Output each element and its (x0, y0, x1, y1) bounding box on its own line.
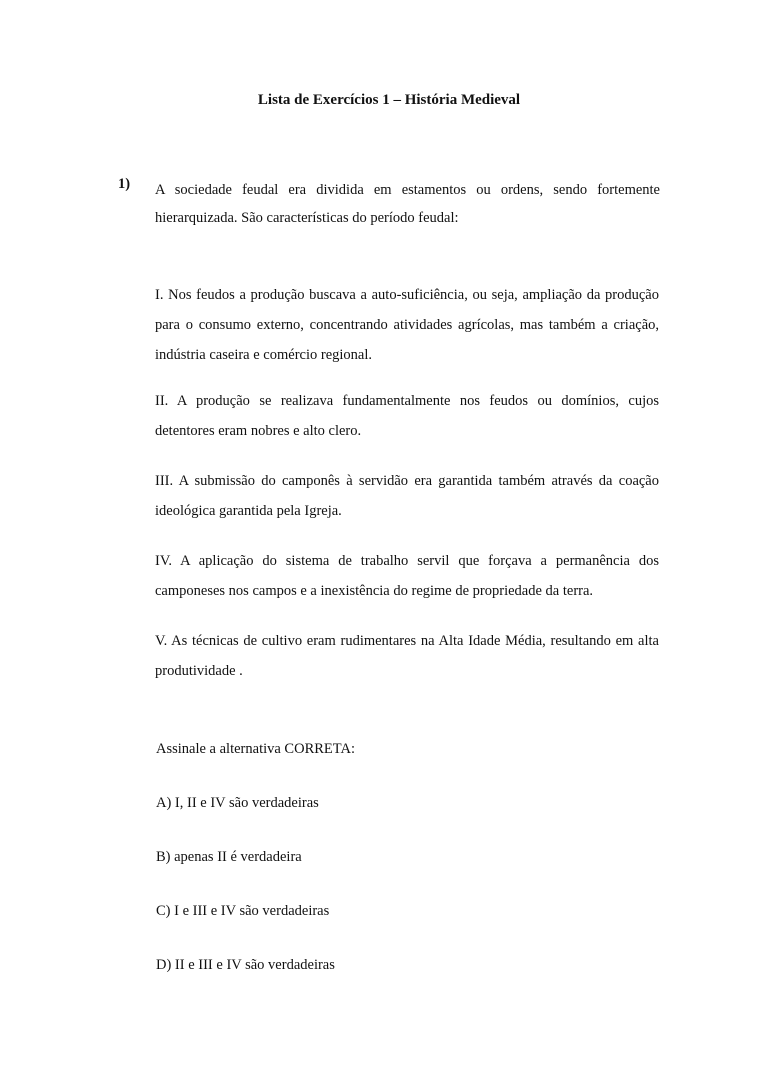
statement-ii: II. A produção se realizava fundamentalmente nos feudos ou domínios, cujos detentores eram nobres e alto clero. (155, 393, 659, 439)
option-a: A) I, II e IV são verdadeiras (156, 795, 319, 811)
statement-iv: IV. A aplicação do sistema de trabalho servil que forçava a permanência dos camponeses nos campos e a inexistência do regime de propriedade da terra. (155, 553, 659, 599)
instruction-text: Assinale a alternativa CORRETA: (156, 741, 355, 757)
question-text: A sociedade feudal era dividida em estamentos ou ordens, sendo fortemente hierarquizada. São características do período feudal: (155, 182, 660, 226)
statement-i: I. Nos feudos a produção buscava a auto-suficiência, ou seja, ampliação da produção para o consumo externo, concentrando atividades agrícolas, mas também a criação, indústria caseira e comércio regional. (155, 287, 659, 363)
option-c: C) I e III e IV são verdadeiras (156, 903, 330, 919)
statement-v: V. As técnicas de cultivo eram rudimentares na Alta Idade Média, resultando em alta produtividade . (155, 633, 659, 679)
option-d: D) II e III e IV são verdadeiras (156, 957, 335, 973)
document-title: Lista de Exercícios 1 – História Medieval (257, 92, 521, 108)
question-1 (118, 176, 660, 232)
option-b: B) apenas II é verdadeira (156, 849, 302, 865)
question-number: 1) (118, 176, 131, 192)
statement-iii: III. A submissão do camponês à servidão era garantida também através da coação ideológica garantida pela Igreja. (155, 473, 659, 519)
